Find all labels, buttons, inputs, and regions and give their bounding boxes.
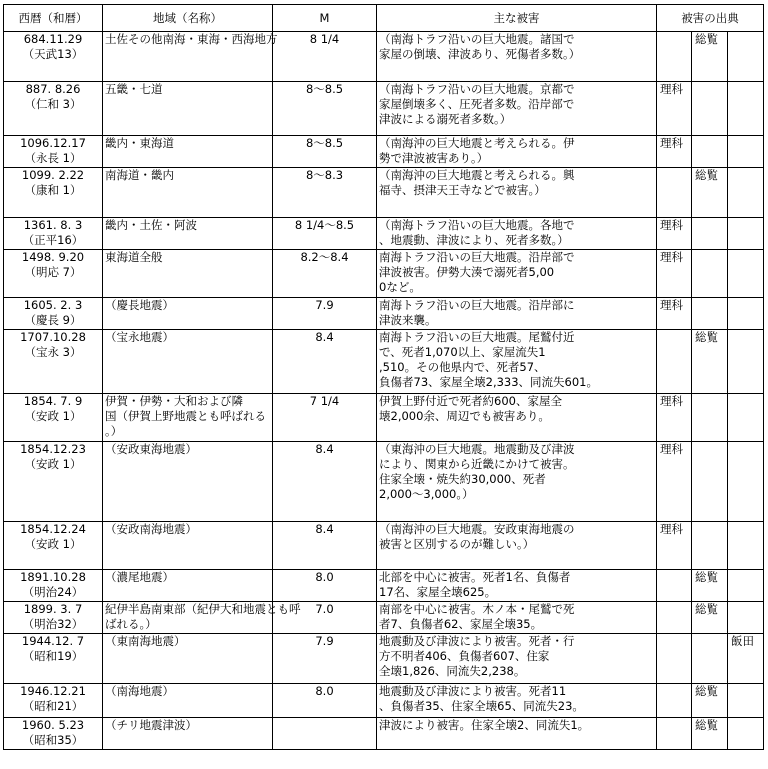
western-date: 684.11.29 — [23, 32, 83, 46]
magnitude-cell: 8～8.3 — [273, 168, 377, 218]
source-cell-1: 理科 — [657, 218, 692, 250]
western-date: 1854.12.23 — [20, 442, 86, 456]
source-cell-1: 理科 — [657, 394, 692, 442]
date-cell — [4, 298, 103, 330]
header-row — [4, 5, 764, 32]
source-cell-2: 総覧 — [692, 602, 728, 634]
damage-line: 方不明者406、負傷者607、住家 — [379, 649, 550, 663]
damage-line: 、地震動、津波により、死者多数。） — [379, 233, 569, 247]
western-date: 1707.10.28 — [20, 330, 86, 344]
western-date: 1960. 5.23 — [21, 718, 85, 732]
magnitude-cell: 8～8.5 — [273, 136, 377, 168]
source-cell-2 — [692, 394, 728, 442]
region-cell: 畿内・土佐・阿波 — [103, 218, 273, 250]
region-line: 国（伊賀上野地震とも呼ばれる — [105, 409, 266, 423]
region-cell: （安政東海地震） — [103, 442, 273, 522]
damage-line: 負傷者73、家屋全壊2,333、同流失601。 — [379, 375, 599, 389]
damage-line: 家屋倒壊多く、圧死者多数。沿岸部で — [379, 97, 575, 111]
japanese-era: （安政 1） — [24, 457, 82, 471]
table-row — [4, 602, 764, 634]
damage-line: により、関東から近畿にかけて被害。 — [379, 457, 575, 471]
magnitude-cell: 7.9 — [273, 298, 377, 330]
date-cell — [4, 394, 103, 442]
damage-line: 住家全壊・焼失約30,000、死者 — [379, 472, 546, 486]
japanese-era: （安政 1） — [24, 409, 82, 423]
header-damage: 主な被害 — [377, 5, 657, 32]
damage-line: 全壊1,826、同流失2,238。 — [379, 664, 526, 678]
damage-cell — [377, 32, 657, 82]
source-cell-2: 総覧 — [692, 330, 728, 394]
source-cell-3 — [728, 136, 764, 168]
date-cell — [4, 82, 103, 136]
damage-line: 地震動及び津波により被害。死者11 — [379, 684, 567, 698]
region-cell — [103, 394, 273, 442]
source-cell-1: 理科 — [657, 82, 692, 136]
source-cell-2: 総覧 — [692, 32, 728, 82]
region-cell: 五畿・七道 — [103, 82, 273, 136]
header-region: 地域（名称） — [103, 5, 273, 32]
damage-line: ,510。その他県内で、死者57、 — [379, 360, 546, 374]
source-cell-3 — [728, 718, 764, 750]
western-date: 1096.12.17 — [20, 136, 86, 150]
damage-line: 南海トラフ沿いの巨大地震。沿岸部で — [379, 250, 575, 264]
table-row — [4, 522, 764, 570]
damage-line: 被害と区別するのが難しい。） — [379, 537, 535, 551]
table-row — [4, 82, 764, 136]
damage-line: （南海トラフ沿いの巨大地震。各地で — [379, 218, 575, 232]
japanese-era: （安政 1） — [24, 537, 82, 551]
damage-line: 勢で津波被害あり。） — [379, 151, 489, 165]
magnitude-cell: 8.4 — [273, 330, 377, 394]
table-row — [4, 250, 764, 298]
source-cell-1: 理科 — [657, 298, 692, 330]
source-cell-1 — [657, 32, 692, 82]
source-cell-1: 理科 — [657, 136, 692, 168]
source-cell-3 — [728, 394, 764, 442]
magnitude-cell: 8～8.5 — [273, 82, 377, 136]
table-row — [4, 570, 764, 602]
damage-line: 17名、家屋全壊625。 — [379, 585, 497, 599]
source-cell-2 — [692, 136, 728, 168]
date-cell — [4, 136, 103, 168]
japanese-era: （昭和35） — [22, 733, 84, 747]
magnitude-cell: 8.2～8.4 — [273, 250, 377, 298]
source-cell-3: 飯田 — [728, 634, 764, 684]
magnitude-cell: 8.4 — [273, 522, 377, 570]
damage-line: 2,000～3,000。） — [379, 487, 474, 501]
source-cell-3 — [728, 602, 764, 634]
earthquake-history-table — [3, 4, 764, 750]
table-row — [4, 634, 764, 684]
source-cell-2: 総覧 — [692, 570, 728, 602]
source-cell-2 — [692, 634, 728, 684]
date-cell — [4, 330, 103, 394]
japanese-era: （康和 1） — [24, 183, 82, 197]
region-cell: 東海道全般 — [103, 250, 273, 298]
date-cell — [4, 522, 103, 570]
damage-cell — [377, 218, 657, 250]
damage-line: 伊賀上野付近で死者約600、家屋全 — [379, 394, 562, 408]
damage-line: （南海トラフ沿いの巨大地震。京都で — [379, 82, 575, 96]
damage-line: 南海トラフ沿いの巨大地震。尾鷲付近 — [379, 330, 575, 344]
source-cell-3 — [728, 218, 764, 250]
source-cell-2 — [692, 82, 728, 136]
region-cell: （チリ地震津波） — [103, 718, 273, 750]
source-cell-3 — [728, 330, 764, 394]
table-row — [4, 442, 764, 522]
date-cell — [4, 718, 103, 750]
damage-line: で、死者1,070以上、家屋流失1 — [379, 345, 546, 359]
source-cell-3 — [728, 522, 764, 570]
date-cell — [4, 602, 103, 634]
damage-line: 北部を中心に被害。死者1名、負傷者 — [379, 570, 571, 584]
source-cell-1: 理科 — [657, 442, 692, 522]
region-line: 伊賀・伊勢・大和および隣 — [105, 394, 243, 408]
region-line: 紀伊半島南東部（紀伊大和地震とも呼 — [105, 602, 301, 616]
region-cell — [103, 32, 278, 82]
japanese-era: （宝永 3） — [24, 345, 82, 359]
western-date: 1899. 3. 7 — [23, 602, 83, 616]
source-cell-2 — [692, 218, 728, 250]
source-cell-2 — [692, 442, 728, 522]
damage-cell — [377, 298, 657, 330]
source-cell-3 — [728, 442, 764, 522]
region-cell: （慶長地震） — [103, 298, 273, 330]
western-date: 1361. 8. 3 — [23, 218, 83, 232]
region-cell: （宝永地震） — [103, 330, 273, 394]
magnitude-cell — [273, 718, 377, 750]
magnitude-cell: 7.9 — [273, 634, 377, 684]
damage-line: （南海沖の巨大地震と考えられる。伊 — [379, 136, 575, 150]
magnitude-cell: 8.0 — [273, 570, 377, 602]
source-cell-2 — [692, 522, 728, 570]
damage-line: （南海沖の巨大地震。安政東海地震の — [379, 522, 575, 536]
region-line: 。） — [105, 424, 123, 438]
damage-line: 壊2,000余、周辺でも被害あり。 — [379, 409, 550, 423]
damage-line: 地震動及び津波により被害。死者・行 — [379, 634, 575, 648]
japanese-era: （明応 7） — [24, 265, 82, 279]
western-date: 1498. 9.20 — [21, 250, 85, 264]
source-cell-2: 総覧 — [692, 168, 728, 218]
region-cell: （安政南海地震） — [103, 522, 273, 570]
damage-line: （南海トラフ沿いの巨大地震。諸国で — [379, 32, 575, 46]
damage-line: （南海沖の巨大地震と考えられる。興 — [379, 168, 575, 182]
damage-cell — [377, 684, 657, 718]
source-cell-3 — [728, 250, 764, 298]
source-cell-1: 理科 — [657, 250, 692, 298]
header-source: 被害の出典 — [657, 5, 764, 32]
western-date: 1854.12.24 — [20, 522, 86, 536]
western-date: 1854. 7. 9 — [23, 394, 83, 408]
source-cell-2 — [692, 298, 728, 330]
western-date: 887. 8.26 — [25, 82, 81, 96]
source-cell-3 — [728, 570, 764, 602]
damage-cell — [377, 82, 657, 136]
japanese-era: （昭和19） — [22, 649, 84, 663]
magnitude-cell: 7 1/4 — [273, 394, 377, 442]
table-row — [4, 218, 764, 250]
damage-cell — [377, 602, 657, 634]
western-date: 1946.12.21 — [20, 684, 86, 698]
source-cell-3 — [728, 298, 764, 330]
damage-cell: 津波により被害。住家全壊2、同流失1。 — [377, 718, 657, 750]
date-cell — [4, 250, 103, 298]
japanese-era: （昭和21） — [22, 699, 84, 713]
magnitude-cell: 8.0 — [273, 684, 377, 718]
damage-line: 南海トラフ沿いの巨大地震。沿岸部に — [379, 298, 575, 312]
damage-cell — [377, 394, 657, 442]
source-cell-1 — [657, 684, 692, 718]
damage-line: 南部を中心に被害。木ノ本・尾鷲で死 — [379, 602, 575, 616]
region-cell: （東南海地震） — [103, 634, 273, 684]
japanese-era: （正平16） — [22, 233, 84, 247]
date-cell — [4, 634, 103, 684]
damage-line: 、負傷者35、住家全壊65、同流失23。 — [379, 699, 584, 713]
date-cell — [4, 218, 103, 250]
table-row — [4, 168, 764, 218]
region-cell: 南海道・畿内 — [103, 168, 273, 218]
region-line: ばれる。） — [105, 617, 157, 631]
header-magnitude: M — [273, 5, 377, 32]
japanese-era: （明治24） — [22, 585, 84, 599]
date-cell — [4, 442, 103, 522]
damage-cell — [377, 634, 657, 684]
region-cell: （南海地震） — [103, 684, 273, 718]
table-row — [4, 718, 764, 750]
region-cell: （濃尾地震） — [103, 570, 273, 602]
damage-line: 津波来襲。 — [379, 313, 437, 327]
western-date: 1099. 2.22 — [21, 168, 85, 182]
source-cell-3 — [728, 168, 764, 218]
damage-cell — [377, 250, 657, 298]
damage-line: 家屋の倒壊、津波あり、死傷者多数。） — [379, 47, 581, 61]
source-cell-2: 総覧 — [692, 718, 728, 750]
japanese-era: （慶長 9） — [24, 313, 82, 327]
source-cell-1 — [657, 570, 692, 602]
damage-line: （東海沖の巨大地震。地震動及び津波 — [379, 442, 575, 456]
magnitude-cell: 8.4 — [273, 442, 377, 522]
table-row — [4, 298, 764, 330]
table-row — [4, 684, 764, 718]
damage-cell — [377, 570, 657, 602]
damage-line: 0など。 — [379, 280, 421, 294]
damage-cell — [377, 168, 657, 218]
damage-line: 福寺、摂津天王寺などで被害。） — [379, 183, 546, 197]
region-cell — [103, 602, 301, 634]
damage-cell — [377, 330, 657, 394]
source-cell-1 — [657, 168, 692, 218]
damage-line: 津波被害。伊勢大湊で溺死者5,00 — [379, 265, 555, 279]
japanese-era: （永長 1） — [24, 151, 82, 165]
japanese-era: （天武13） — [22, 47, 84, 61]
magnitude-cell: 8 1/4 — [273, 32, 377, 82]
table-row — [4, 32, 764, 82]
table-body — [4, 32, 764, 750]
damage-line: 者7、負傷者62、家屋全壊35。 — [379, 617, 543, 631]
date-cell — [4, 168, 103, 218]
western-date: 1891.10.28 — [20, 570, 86, 584]
damage-line: 津波による溺死者多数。） — [379, 112, 512, 126]
magnitude-cell: 8 1/4～8.5 — [273, 218, 377, 250]
damage-cell — [377, 522, 657, 570]
table-row — [4, 136, 764, 168]
source-cell-3 — [728, 32, 764, 82]
date-cell — [4, 32, 103, 82]
magnitude-cell: 7.0 — [273, 602, 377, 634]
source-cell-1 — [657, 718, 692, 750]
damage-cell — [377, 442, 657, 522]
source-cell-3 — [728, 684, 764, 718]
table-row — [4, 394, 764, 442]
western-date: 1605. 2. 3 — [23, 298, 83, 312]
japanese-era: （仁和 3） — [24, 97, 82, 111]
date-cell — [4, 684, 103, 718]
region-line: 土佐その他南海・東海・西海地方 — [105, 32, 278, 46]
region-cell: 畿内・東海道 — [103, 136, 273, 168]
header-date: 西暦（和暦） — [4, 5, 103, 32]
source-cell-2: 総覧 — [692, 684, 728, 718]
source-cell-3 — [728, 82, 764, 136]
source-cell-1 — [657, 602, 692, 634]
source-cell-2 — [692, 250, 728, 298]
western-date: 1944.12. 7 — [21, 634, 85, 648]
date-cell — [4, 570, 103, 602]
source-cell-1 — [657, 634, 692, 684]
damage-cell — [377, 136, 657, 168]
japanese-era: （明治32） — [22, 617, 84, 631]
source-cell-1 — [657, 330, 692, 394]
source-cell-1: 理科 — [657, 522, 692, 570]
table-row — [4, 330, 764, 394]
